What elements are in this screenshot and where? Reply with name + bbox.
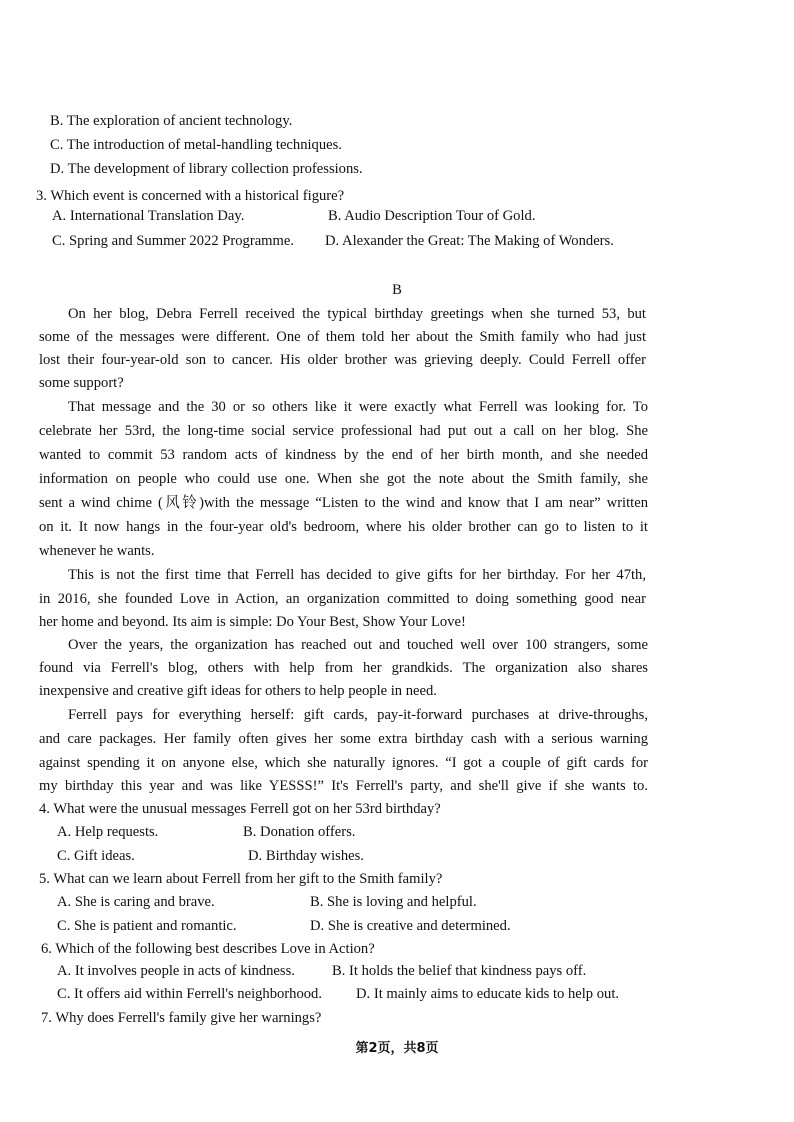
passage-line: some support? bbox=[39, 375, 124, 391]
q4-stem: 4. What were the unusual messages Ferrell got on her 53rd birthday? bbox=[39, 801, 441, 817]
passage-line: lost their four-year-old son to cancer. His older brother was grieving deeply. Could Ferrell offer bbox=[39, 352, 646, 368]
q7-stem: 7. Why does Ferrell's family give her warnings? bbox=[41, 1010, 322, 1026]
passage-line: my birthday this year and was like YESSS!” It's Ferrell's party, and she'll give if she wants to. bbox=[39, 778, 648, 794]
q3-stem: 3. Which event is concerned with a historical figure? bbox=[36, 188, 345, 204]
q5-option-b: B. She is loving and helpful. bbox=[310, 894, 477, 910]
passage-line: Ferrell pays for everything herself: gift cards, pay-it-forward purchases at drive-throughs, bbox=[68, 707, 648, 723]
q5-option-d: D. She is creative and determined. bbox=[310, 918, 511, 934]
passage-line: whenever he wants. bbox=[39, 543, 155, 559]
passage-line: in 2016, she founded Love in Action, an organization committed to doing something good near bbox=[39, 591, 646, 607]
q5-option-a: A. She is caring and brave. bbox=[57, 894, 215, 910]
page-number: 第2页，共8页 bbox=[355, 1041, 439, 1056]
q6-option-a: A. It involves people in acts of kindness. bbox=[57, 963, 295, 979]
passage-line: On her blog, Debra Ferrell received the typical birthday greetings when she turned 53, but bbox=[68, 306, 646, 322]
q3-option-d: D. Alexander the Great: The Making of Wonders. bbox=[325, 233, 614, 249]
passage-line: against spending it on anyone else, which she naturally ignores. “I got a couple of gift cards for bbox=[39, 755, 648, 771]
passage-line: This is not the first time that Ferrell has decided to give gifts for her birthday. For her 47th, bbox=[68, 567, 646, 583]
passage-line: wanted to commit 53 random acts of kindness by the end of her birth month, and she needed bbox=[39, 447, 648, 463]
q3-option-c: C. Spring and Summer 2022 Programme. bbox=[52, 233, 294, 249]
section-heading: B bbox=[392, 282, 402, 298]
q2-option-d: D. The development of library collection professions. bbox=[50, 161, 363, 177]
q2-option-c: C. The introduction of metal-handling techniques. bbox=[50, 137, 342, 153]
passage-line: her home and beyond. Its aim is simple: Do Your Best, Show Your Love! bbox=[39, 614, 466, 630]
passage-line: Over the years, the organization has reached out and touched well over 100 strangers, some bbox=[68, 637, 648, 653]
q6-option-d: D. It mainly aims to educate kids to help out. bbox=[356, 986, 620, 1002]
passage-line: information on people who could use one. When she got the note about the Smith family, she bbox=[39, 471, 648, 487]
passage-line: celebrate her 53rd, the long-time social service professional had put out a call on her blog. She bbox=[39, 423, 648, 439]
q6-option-c: C. It offers aid within Ferrell's neighborhood. bbox=[57, 986, 323, 1002]
q5-stem: 5. What can we learn about Ferrell from her gift to the Smith family? bbox=[39, 871, 443, 887]
q3-option-a: A. International Translation Day. bbox=[52, 208, 245, 224]
passage-line: on it. It now hangs in the four-year old's bedroom, where his older brother can go to listen to it bbox=[39, 519, 648, 535]
q3-option-b: B. Audio Description Tour of Gold. bbox=[328, 208, 536, 224]
q6-stem: 6. Which of the following best describes Love in Action? bbox=[41, 941, 375, 957]
q4-option-a: A. Help requests. bbox=[57, 824, 159, 840]
passage-line: sent a wind chime (风铃)with the message “Listen to the wind and know that I am near” written bbox=[39, 495, 648, 511]
passage-line: inexpensive and creative gift ideas for others to help people in need. bbox=[39, 683, 437, 699]
q4-option-c: C. Gift ideas. bbox=[57, 848, 135, 864]
q6-option-b: B. It holds the belief that kindness pays off. bbox=[332, 963, 587, 979]
passage-line: some of the messages were different. One of them told her about the Smith family who had just bbox=[39, 329, 646, 345]
passage-line: found via Ferrell's blog, others with help from her grandkids. The organization also shares bbox=[39, 660, 648, 676]
q4-option-b: B. Donation offers. bbox=[243, 824, 356, 840]
passage-line: That message and the 30 or so others like it were exactly what Ferrell was looking for. To bbox=[68, 399, 648, 415]
passage-line: and care packages. Her family often gives her some extra birthday cash with a serious warning bbox=[39, 731, 648, 747]
q4-option-d: D. Birthday wishes. bbox=[248, 848, 364, 864]
q5-option-c: C. She is patient and romantic. bbox=[57, 918, 237, 934]
q2-option-b: B. The exploration of ancient technology. bbox=[50, 113, 293, 129]
